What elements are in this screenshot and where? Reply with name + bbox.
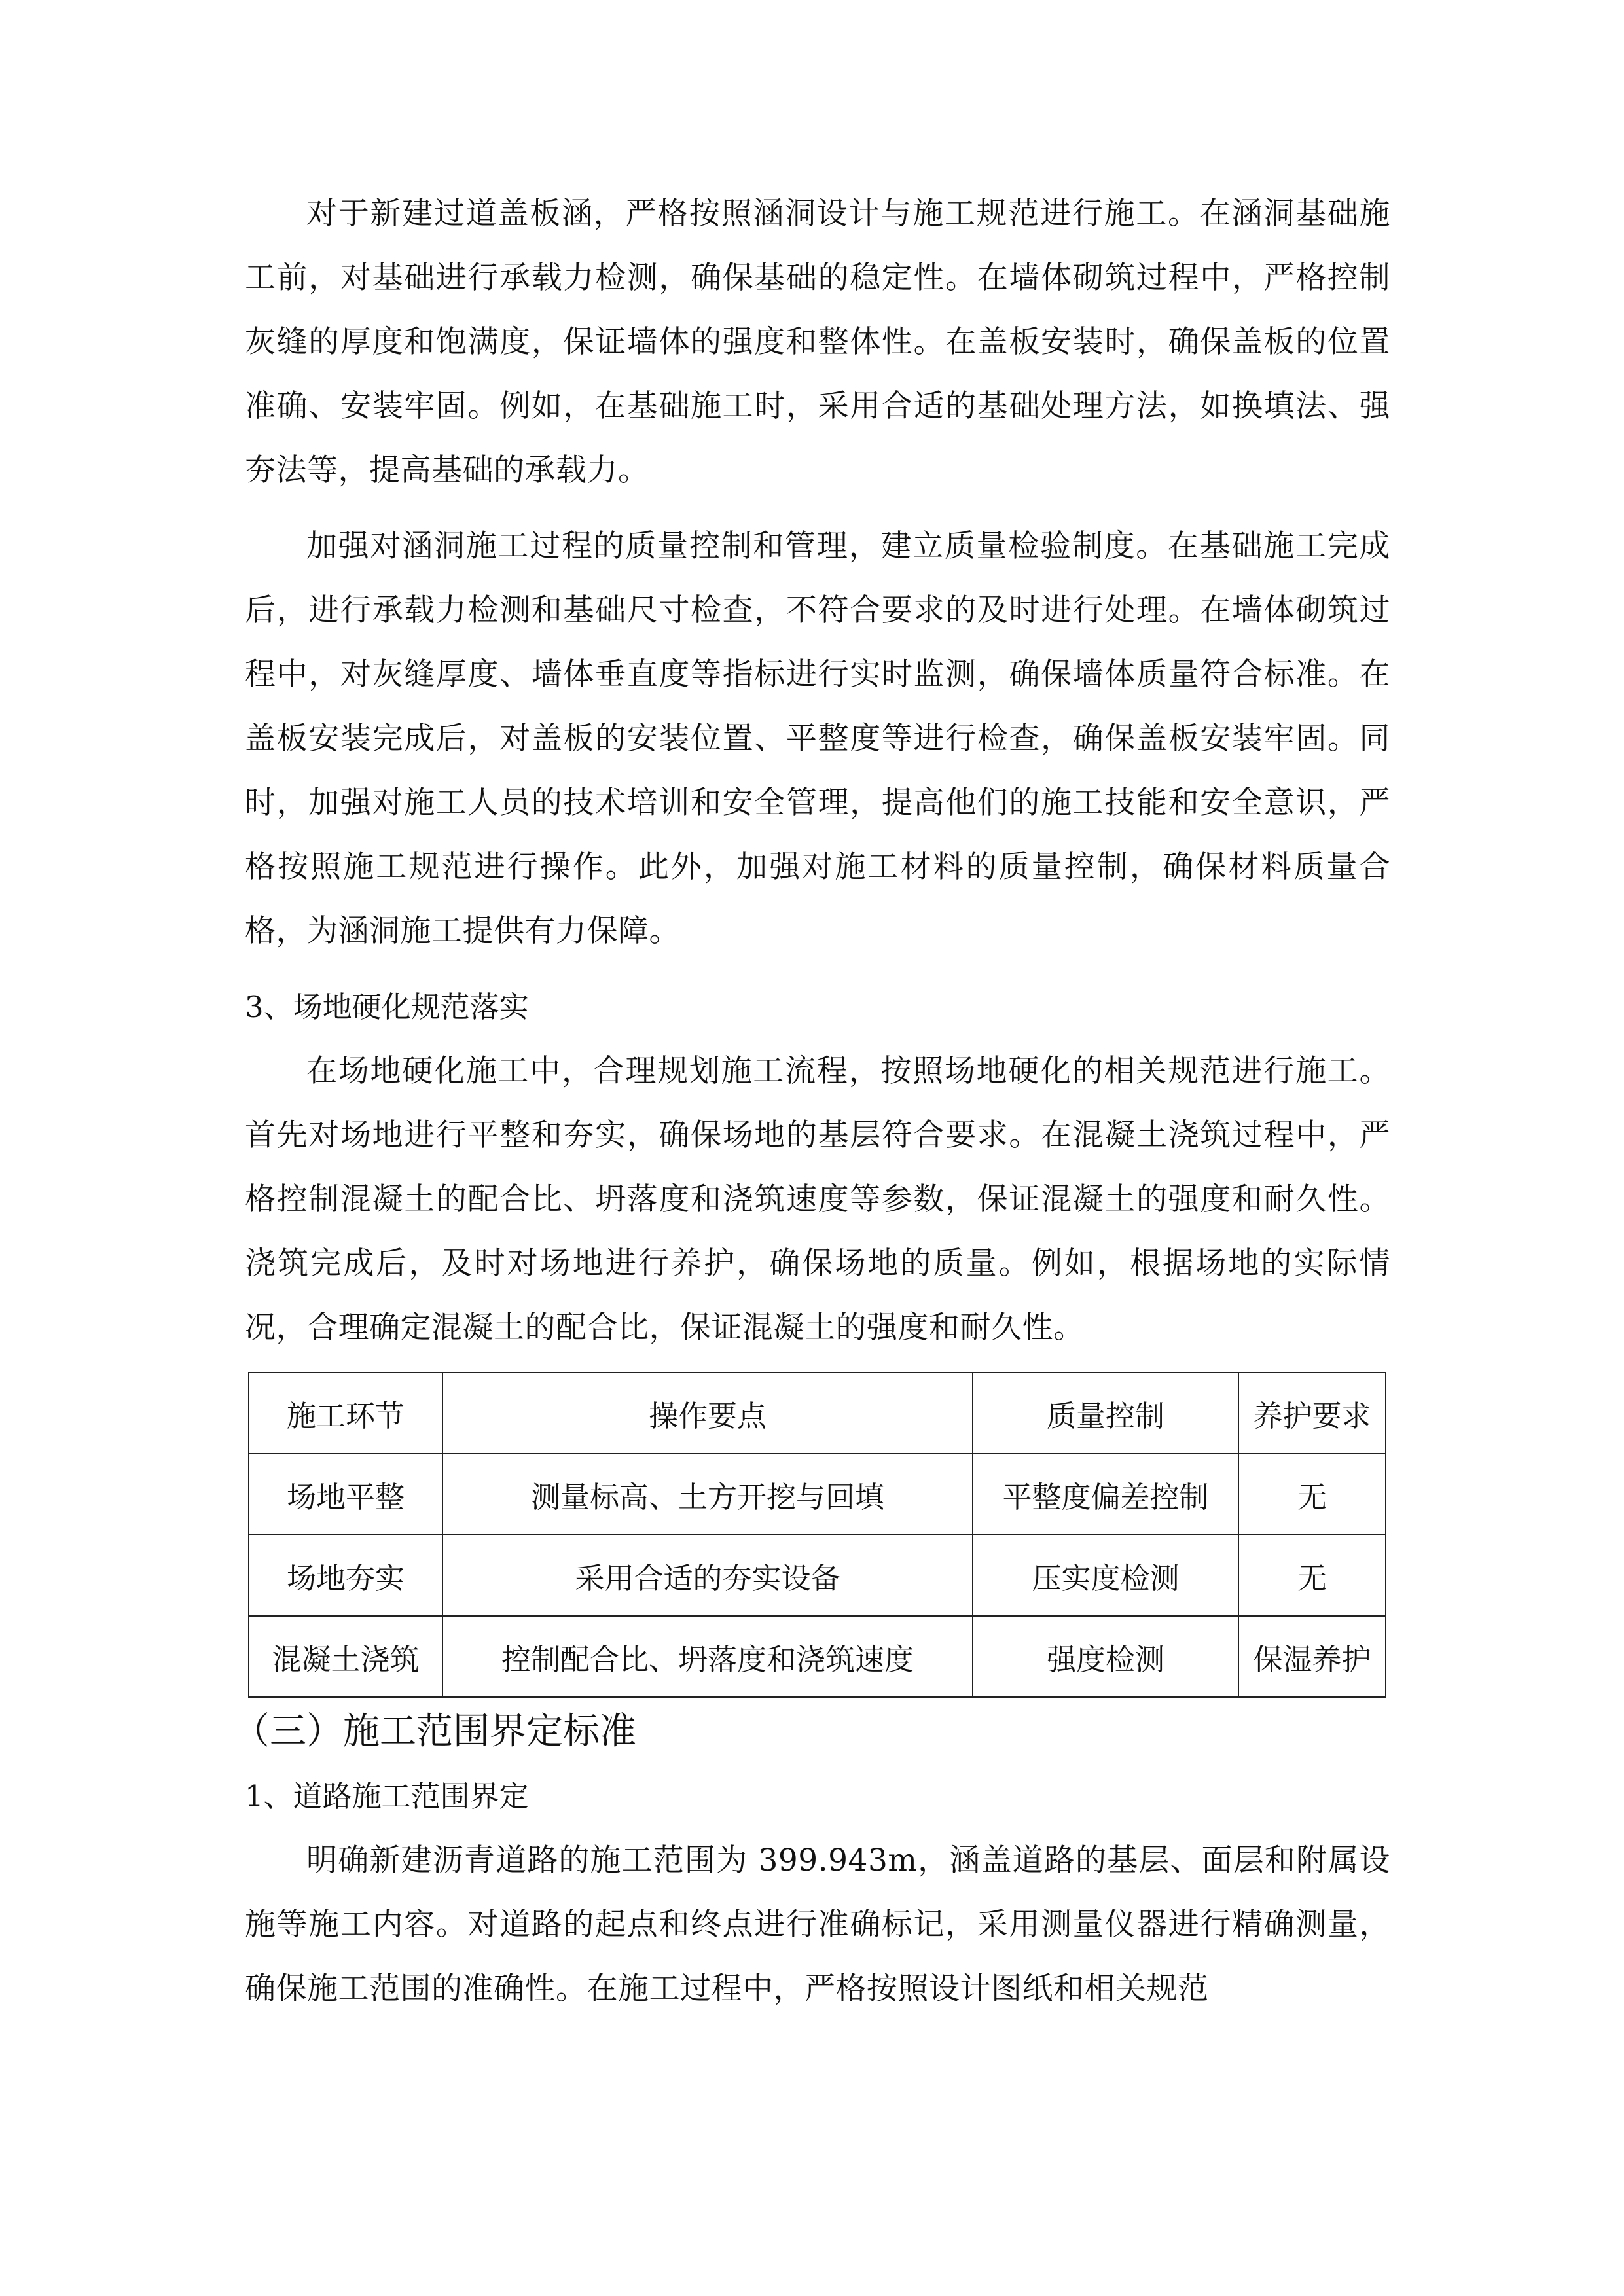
paragraph-culvert-construction: 对于新建过道盖板涵，严格按照涵洞设计与施工规范进行施工。在涵洞基础施工前，对基础进行承载力检测，确保基础的稳定性。在墙体砌筑过程中，严格控制灰缝的厚度和饱满度，保证墙体的强度和整体性。在盖板安装时，确保盖板的位置准确、安装牢固。例如，在基础施工时，采用合适的基础处理方法，如换填法、强夯法等，提高基础的承载力。: [245, 196, 1390, 488]
table-cell: 场地夯实: [249, 1535, 442, 1616]
table-header-cell: 养护要求: [1238, 1372, 1386, 1454]
table-header-cell: 操作要点: [442, 1372, 973, 1454]
paragraph-road-scope: 明确新建沥青道路的施工范围为 399.943m，涵盖道路的基层、面层和附属设施等施工内容。对道路的起点和终点进行准确标记，采用测量仪器进行精确测量，确保施工范围的准确性。在施工过程中，严格按照设计图纸和相关规范: [245, 1842, 1390, 2007]
table-header-cell: 施工环节: [249, 1372, 442, 1454]
table-row: [249, 1535, 1386, 1616]
paragraph-site-hardening: 在场地硬化施工中，合理规划施工流程，按照场地硬化的相关规范进行施工。首先对场地进行平整和夯实，确保场地的基层符合要求。在混凝土浇筑过程中，严格控制混凝土的配合比、坍落度和浇筑速度等参数，保证混凝土的强度和耐久性。浇筑完成后，及时对场地进行养护，确保场地的质量。例如，根据场地的实际情况，合理确定混凝土的配合比，保证混凝土的强度和耐久性。: [245, 1053, 1390, 1346]
document-page: [233, 182, 1390, 2021]
table-cell: 保湿养护: [1238, 1616, 1386, 1697]
table-cell: 压实度检测: [973, 1535, 1238, 1616]
paragraph-culvert-quality-control: 加强对涵洞施工过程的质量控制和管理，建立质量检验制度。在基础施工完成后，进行承载力检测和基础尺寸检查，不符合要求的及时进行处理。在墙体砌筑过程中，对灰缝厚度、墙体垂直度等指标进行实时监测，确保墙体质量符合标准。在盖板安装完成后，对盖板的安装位置、平整度等进行检查，确保盖板安装牢固。同时，加强对施工人员的技术培训和安全管理，提高他们的施工技能和安全意识，严格按照施工规范进行操作。此外，加强对施工材料的质量控制，确保材料质量合格，为涵洞施工提供有力保障。: [245, 528, 1390, 949]
table-cell: 无: [1238, 1535, 1386, 1616]
table-cell: 混凝土浇筑: [249, 1616, 442, 1697]
subsection-heading-site-hardening: 3、场地硬化规范落实: [245, 990, 529, 1024]
subsection-heading-road-scope: 1、道路施工范围界定: [245, 1779, 529, 1814]
section-heading-construction-scope: （三）施工范围界定标准: [233, 1710, 636, 1753]
table-cell: 无: [1238, 1454, 1386, 1535]
site-hardening-table: [248, 1372, 1386, 1698]
table-header-row: [249, 1372, 1386, 1454]
table-row: [249, 1616, 1386, 1697]
table-cell: 控制配合比、坍落度和浇筑速度: [442, 1616, 973, 1697]
table-cell: 场地平整: [249, 1454, 442, 1535]
table-cell: 测量标高、土方开挖与回填: [442, 1454, 973, 1535]
table-row: [249, 1454, 1386, 1535]
table-cell: 采用合适的夯实设备: [442, 1535, 973, 1616]
table-header-cell: 质量控制: [973, 1372, 1238, 1454]
table-cell: 强度检测: [973, 1616, 1238, 1697]
table-cell: 平整度偏差控制: [973, 1454, 1238, 1535]
